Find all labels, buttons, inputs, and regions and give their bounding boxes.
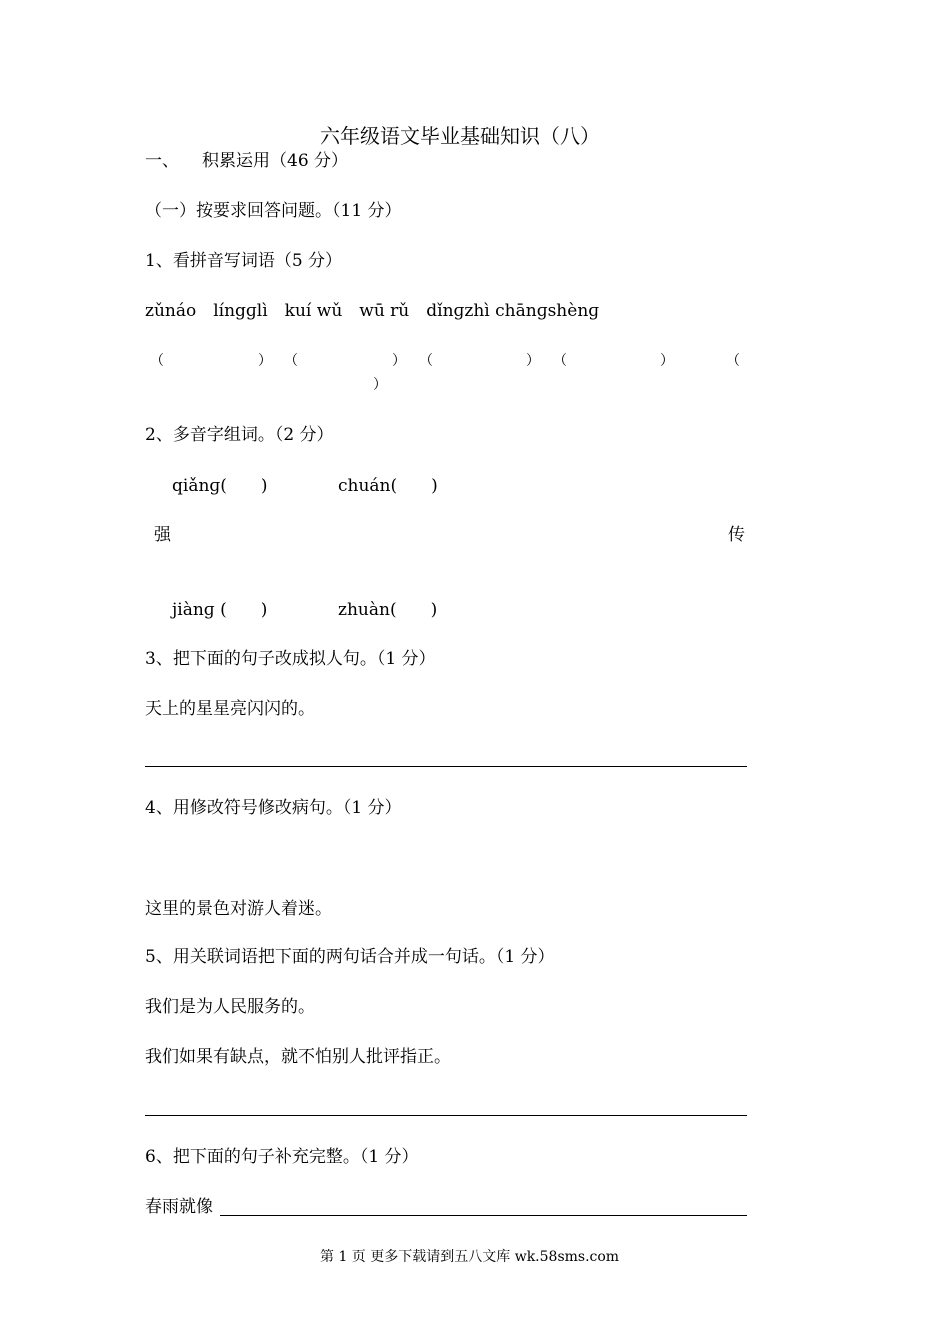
blank-open-4: （ [553,353,567,369]
blank-close-2: ） [392,353,406,369]
char-chuan: 传 [728,525,745,545]
char-qiang: 强 [154,525,171,545]
question-4-label: 4、用修改符号修改病句。（1 分） [145,798,402,818]
jiang-pinyin: jiànɡ ( ) [172,600,268,620]
answer-line-5[interactable] [145,1115,747,1116]
blank-close-3: ） [526,353,540,369]
blank-open-5: （ [726,353,740,369]
pinyin-line: zǔnáo língɡlì kuí wǔ wū rǔ dǐnɡzhì chānɡshènɡ [145,301,600,321]
answer-line-6[interactable] [220,1215,747,1216]
qiang-pinyin: qiǎnɡ( ) [172,476,268,496]
page-title: 六年级语文毕业基础知识（八） [320,124,600,148]
page-footer: 第 1 页 更多下载请到五八文库 wk.58sms.com [320,1249,620,1265]
question-1-label: 1、看拼音写词语（5 分） [145,251,343,271]
chuan-pinyin: chuán( ) [338,476,438,496]
question-4-sentence: 这里的景色对游人着迷。 [145,899,332,919]
question-5-label: 5、用关联词语把下面的两句话合并成一句话。（1 分） [145,947,555,967]
subsection-heading: （一）按要求回答问题。（11 分） [145,201,402,221]
blank-close-5: ） [373,377,387,393]
blank-close-4: ） [660,353,674,369]
blank-open-1: （ [150,353,164,369]
question-3-label: 3、把下面的句子改成拟人句。（1 分） [145,649,436,669]
question-5-sentence-2: 我们如果有缺点，就不怕别人批评指正。 [145,1047,451,1067]
question-2-label: 2、多音字组词。（2 分） [145,425,334,445]
question-3-sentence: 天上的星星亮闪闪的。 [145,699,315,719]
section-number: 一、 [145,151,179,171]
question-6-prompt: 春雨就像 [145,1197,213,1217]
question-6-label: 6、把下面的句子补充完整。（1 分） [145,1147,419,1167]
question-5-sentence-1: 我们是为人民服务的。 [145,997,315,1017]
zhuan-pinyin: zhuàn( ) [338,600,438,620]
blank-open-3: （ [419,353,433,369]
blank-open-2: （ [284,353,298,369]
answer-line-3[interactable] [145,766,747,767]
blank-close-1: ） [258,353,272,369]
section-heading: 积累运用（46 分） [202,151,349,171]
